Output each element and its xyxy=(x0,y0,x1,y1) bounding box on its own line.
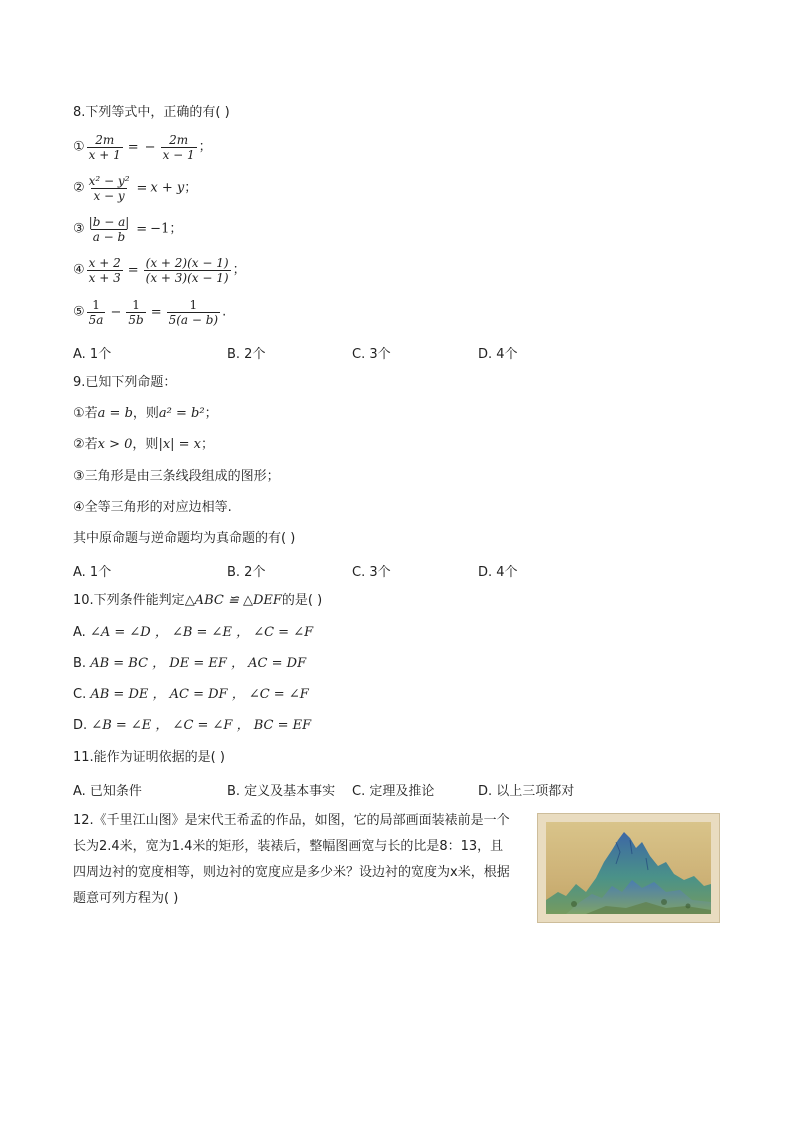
q11-option-a: A. 已知条件 xyxy=(73,784,142,799)
q8-item-5: ⑤ $\frac{1}{5a}$ − $\frac{1}{5b}$ = $\frac{1}{5(a - b)}$ . xyxy=(73,298,227,327)
q11-option-c: C. 定理及推论 xyxy=(352,784,435,799)
q8-item-1-marker: ① xyxy=(73,139,85,155)
q8-item-3-marker: ③ xyxy=(73,221,85,237)
q8-item-3: ③ $\frac{|b - a|}{a - b}$ = −1； xyxy=(73,215,183,244)
q9-option-a: A. 1个 xyxy=(73,565,112,580)
q8-item-5-term-2: $\frac{1}{5b}$ xyxy=(128,298,144,327)
q8-item-1-lhs: $\frac{2m}{x + 1}$ xyxy=(88,133,121,162)
q8-item-2-marker: ② xyxy=(73,180,85,196)
q9-item-2: ②若x > 0，则|x| = x； xyxy=(73,437,215,452)
q9-item-3: ③三角形是由三条线段组成的图形； xyxy=(73,469,280,484)
q8-option-a: A. 1个 xyxy=(73,347,112,362)
q9-question: 其中原命题与逆命题均为真命题的有( ) xyxy=(73,531,296,546)
q11-option-b: B. 定义及基本事实 xyxy=(227,784,336,799)
q10-option-b: B. AB = BC ， DE = EF ， AC = DF xyxy=(73,656,307,671)
q10-option-a: A. ∠A = ∠D ， ∠B = ∠E ， ∠C = ∠F xyxy=(73,625,314,640)
q8-item-4-rhs: $\frac{(x + 2)(x - 1)}{(x + 3)(x - 1)}$ xyxy=(145,256,229,285)
q9-option-b: B. 2个 xyxy=(227,565,266,580)
mountain-landscape-image xyxy=(546,822,711,914)
q8-item-3-lhs: $\frac{|b - a|}{a - b}$ xyxy=(88,215,130,244)
q8-item-5-marker: ⑤ xyxy=(73,304,85,320)
q8-option-c: C. 3个 xyxy=(352,347,391,362)
q8-item-4-marker: ④ xyxy=(73,262,85,278)
q11-option-d: D. 以上三项都对 xyxy=(478,784,575,799)
q8-option-b: B. 2个 xyxy=(227,347,266,362)
q8-item-2: ② $\frac{\text{x² − y²}}{x - y}$ = x + y； xyxy=(73,174,198,203)
q8-item-5-term-1: $\frac{1}{5a}$ xyxy=(88,298,104,327)
q8-item-5-rhs: $\frac{1}{5(a - b)}$ xyxy=(168,298,219,327)
q8-item-4: ④ $\frac{x + 2}{x + 3}$ = $\frac{(x + 2)(x - 1)}{(x + 3)(x - 1)}$ ； xyxy=(73,256,246,285)
q8-item-2-lhs: $\frac{\text{x² − y²}}{x - y}$ xyxy=(88,174,130,203)
q10-option-d: D. ∠B = ∠E ， ∠C = ∠F ， BC = EF xyxy=(73,718,312,733)
q8-item-1: ① $\frac{2m}{x + 1}$ = − $\frac{2m}{x - 1}$ ； xyxy=(73,133,212,162)
q8-option-d: D. 4个 xyxy=(478,347,518,362)
q8-stem: 8.下列等式中，正确的有( ) xyxy=(73,105,230,120)
q10-option-c: C. AB = DE ， AC = DF ， ∠C = ∠F xyxy=(73,687,309,702)
q9-option-d: D. 4个 xyxy=(478,565,518,580)
q9-item-4: ④全等三角形的对应边相等. xyxy=(73,500,232,515)
qianli-jiangshan-painting xyxy=(537,813,720,923)
q8-item-1-rhs: $\frac{2m}{x - 1}$ xyxy=(162,133,195,162)
q9-stem: 9.已知下列命题： xyxy=(73,375,177,390)
q10-stem: 10.下列条件能判定△ABC ≌ △DEF的是( ) xyxy=(73,593,323,608)
q12-text: 12.《千里江山图》是宋代王希孟的作品，如图，它的局部画面装裱前是一个长为2.4米，宽为1.4米的矩形，装裱后，整幅图画宽与长的比是8：13，且四周边衬的宽度相等，则边衬的宽度应是多少米？设边衬的宽度为x米，根据题意可列方程为( ) xyxy=(73,813,510,906)
q9-item-1: ①若a = b，则a² = b²； xyxy=(73,406,218,421)
q9-option-c: C. 3个 xyxy=(352,565,391,580)
q11-stem: 11.能作为证明依据的是( ) xyxy=(73,750,225,765)
q8-item-4-lhs: $\frac{x + 2}{x + 3}$ xyxy=(88,256,121,285)
